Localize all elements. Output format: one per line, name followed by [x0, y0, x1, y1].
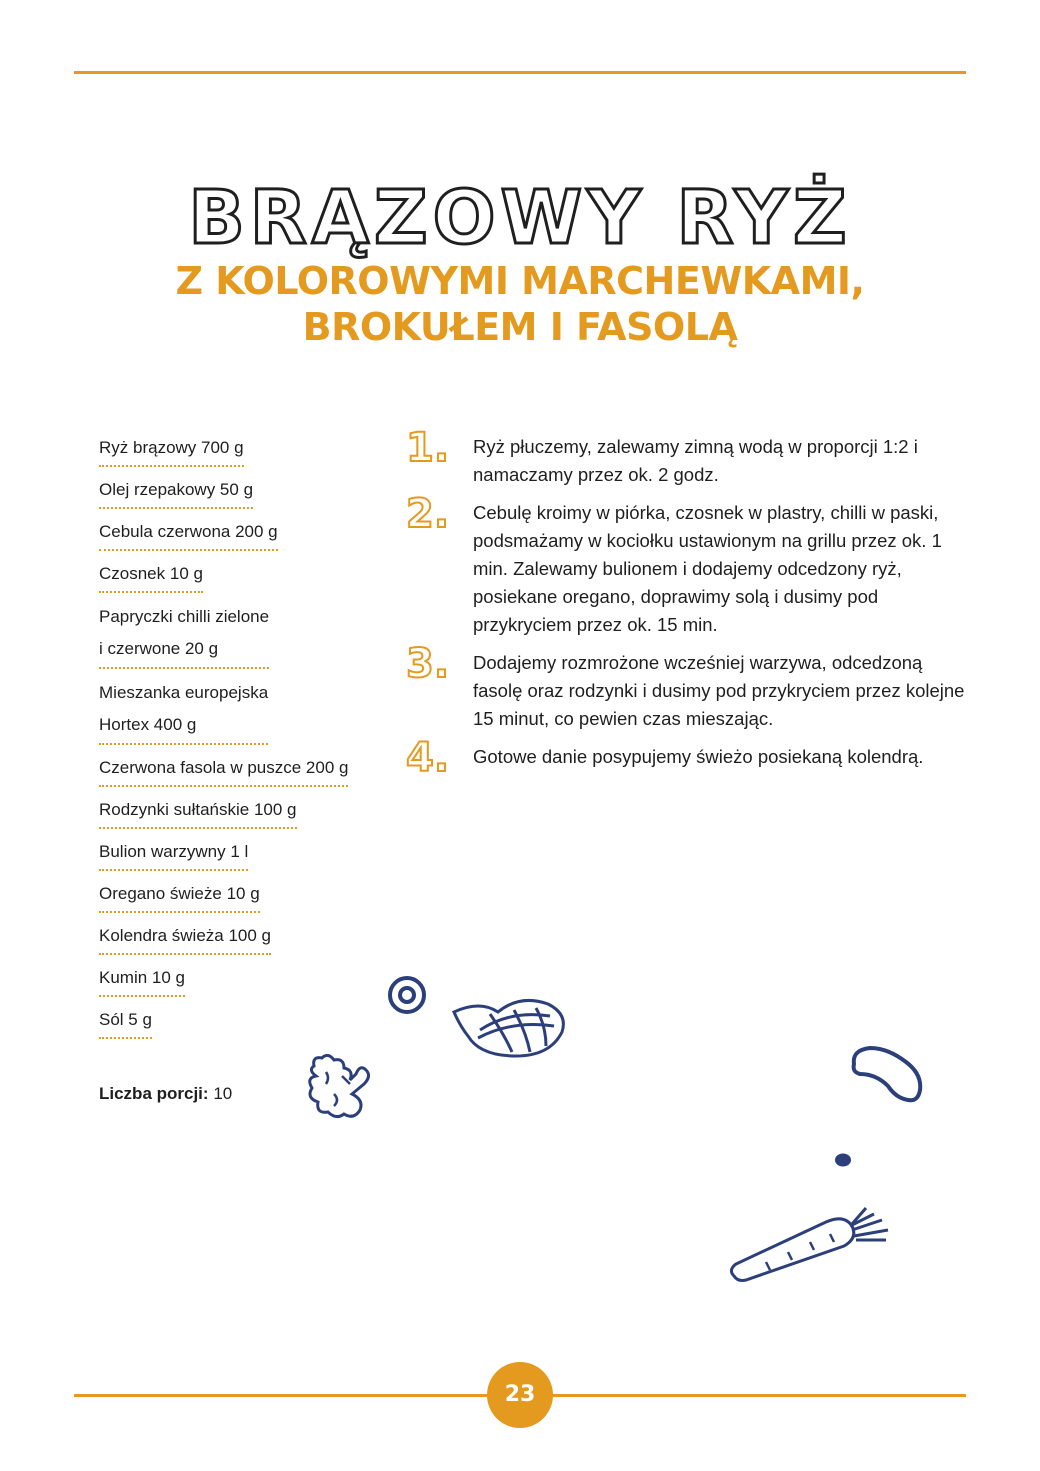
ingredient-line: Kolendra świeża 100 g [99, 926, 272, 945]
ingredient-item [99, 475, 399, 517]
page-number-badge: 23 [487, 1362, 553, 1428]
ingredient-line: Papryczki chilli zielone [99, 607, 270, 626]
portions [99, 1084, 232, 1104]
ingredient-item [99, 753, 399, 795]
ingredient-list [99, 433, 399, 1047]
ingredient-text [99, 517, 278, 551]
ingredient-line: Kumin 10 g [99, 968, 185, 987]
top-rule [74, 71, 966, 74]
pea-icon [832, 1150, 854, 1170]
step-number: 3. [406, 641, 450, 687]
ingredient-item [99, 879, 399, 921]
ingredient-text [99, 677, 268, 745]
ingredient-item [99, 601, 399, 677]
olive-slice-icon [386, 974, 430, 1018]
step-4 [406, 735, 966, 781]
step-1 [406, 425, 966, 489]
ingredient-line: Rodzynki sułtańskie 100 g [99, 800, 297, 819]
ingredient-item [99, 837, 399, 879]
ingredient-text [99, 601, 269, 669]
ingredient-line: Oregano świeże 10 g [99, 884, 260, 903]
ingredient-text [99, 753, 348, 787]
step-3 [406, 641, 966, 733]
ingredient-line: Czerwona fasola w puszce 200 g [99, 758, 349, 777]
step-text: Ryż płuczemy, zalewamy zimną wodą w proporcji 1:2 i namaczamy przez ok. 2 godz. [473, 436, 918, 485]
step-number: 1. [406, 425, 450, 471]
ingredient-text [99, 433, 244, 467]
portions-label: Liczba porcji: [99, 1084, 209, 1103]
ingredient-line: i czerwone 20 g [99, 639, 219, 658]
ingredient-text [99, 879, 260, 913]
subtitle-line-1: Z KOLOROWYMI MARCHEWKAMI, [175, 259, 865, 303]
ingredient-text [99, 1005, 152, 1039]
ingredient-item [99, 559, 399, 601]
ingredient-text [99, 963, 185, 997]
subtitle-line-2: BROKUŁEM I FASOLĄ [302, 305, 738, 349]
ingredient-line: Olej rzepakowy 50 g [99, 480, 254, 499]
carrot-icon [726, 1204, 896, 1288]
ingredient-item [99, 795, 399, 837]
step-text: Cebulę kroimy w piórka, czosnek w plastry, chilli w paski, podsmażamy w kociołku ustawionym na grillu przez ok. 1 min. Zalewamy bulionem i dodajemy odcedzony ryż, posiekane oregano, doprawimy solą i dusimy pod przykryciem przez ok. 15 min. [473, 502, 942, 635]
step-number: 2. [406, 491, 450, 537]
recipe-title: BRĄZOWY RYŻ [188, 175, 852, 261]
step-2 [406, 491, 966, 639]
ingredient-line: Bulion warzywny 1 l [99, 842, 249, 861]
ingredient-text [99, 559, 203, 593]
ingredient-line: Ryż brązowy 700 g [99, 438, 244, 457]
ingredient-item [99, 433, 399, 475]
ingredient-text [99, 921, 271, 955]
step-text: Dodajemy rozmrożone wcześniej warzywa, odcedzoną fasolę oraz rodzynki i dusimy pod przykryciem przez kolejne 15 minut, co pewien czas mieszając. [473, 652, 965, 729]
ingredient-item [99, 963, 399, 1005]
onion-icon [450, 990, 570, 1060]
ingredient-item [99, 1005, 399, 1047]
step-list [406, 425, 966, 781]
ingredient-text [99, 475, 253, 509]
ingredient-item [99, 517, 399, 559]
ingredient-item [99, 677, 399, 753]
ingredient-line: Sól 5 g [99, 1010, 152, 1029]
recipe-subtitle [0, 258, 1040, 350]
ingredient-line: Czosnek 10 g [99, 564, 203, 583]
bean-icon [848, 1044, 926, 1106]
portions-value: 10 [213, 1084, 233, 1103]
ingredient-item [99, 921, 399, 963]
ingredient-text [99, 837, 248, 871]
step-text: Gotowe danie posypujemy świeżo posiekaną kolendrą. [473, 746, 924, 767]
step-number: 4. [406, 735, 450, 781]
ingredient-line: Cebula czerwona 200 g [99, 522, 278, 541]
ingredient-line: Mieszanka europejska [99, 683, 269, 702]
ingredient-line: Hortex 400 g [99, 715, 197, 734]
broccoli-icon [304, 1054, 374, 1120]
ingredient-text [99, 795, 297, 829]
